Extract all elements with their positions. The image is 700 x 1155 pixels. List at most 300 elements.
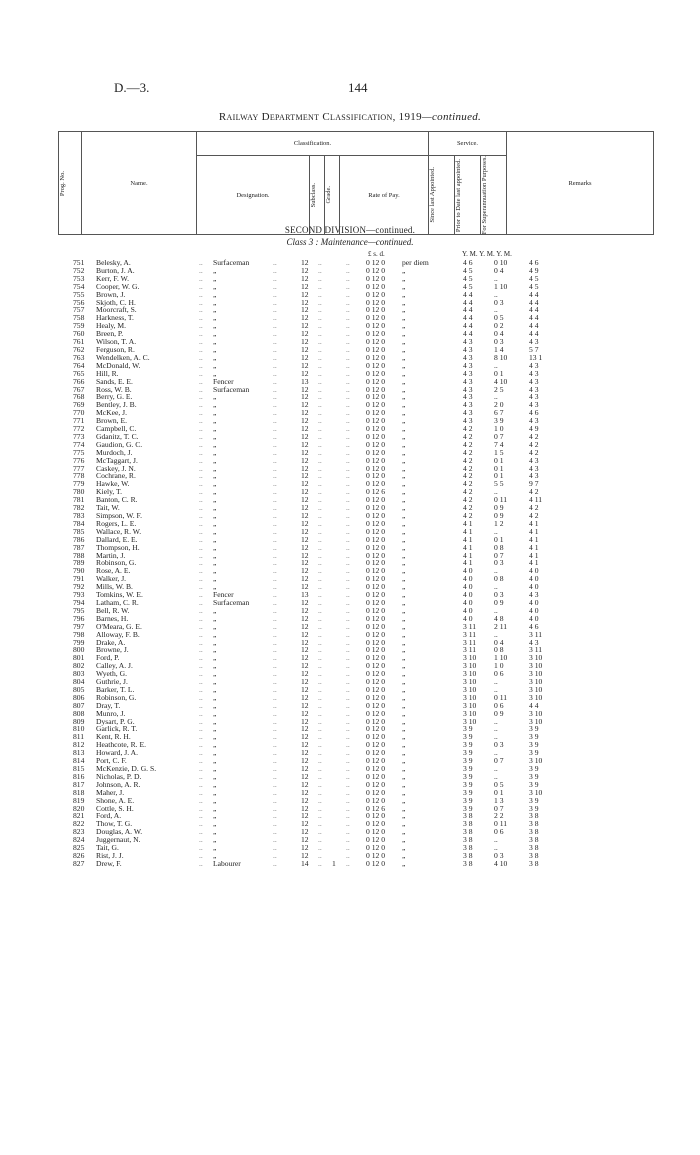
- rate-of-pay: 0 12 0: [366, 684, 385, 694]
- service-superannuation: 4 4: [529, 321, 539, 331]
- leader-dots: ..: [318, 447, 322, 457]
- leader-dots: ..: [318, 408, 322, 418]
- leader-dots: ..: [199, 329, 203, 339]
- prog-no: 797: [73, 621, 85, 631]
- employee-name: Hawke, W.: [96, 479, 130, 489]
- service-since-last: 4 2: [463, 455, 473, 465]
- rate-of-pay: 0 12 0: [366, 779, 385, 789]
- rate-of-pay: 0 12 0: [366, 613, 385, 623]
- rate-of-pay: 0 12 0: [366, 732, 385, 742]
- subclass: 12: [301, 748, 309, 758]
- leader-dots: ..: [346, 297, 350, 307]
- prog-no: 761: [73, 337, 85, 347]
- rate-unit: „: [402, 297, 406, 307]
- rate-unit: „: [402, 835, 406, 845]
- rate-unit: „: [402, 384, 406, 394]
- rate-of-pay: 0 12 0: [366, 265, 385, 275]
- designation: „: [213, 416, 217, 426]
- employee-name: Rist, J. J.: [96, 850, 124, 860]
- leader-dots: ..: [273, 803, 277, 813]
- leader-dots: ..: [199, 376, 203, 386]
- leader-dots: ..: [318, 518, 322, 528]
- rate-unit: „: [402, 344, 406, 354]
- rate-unit: „: [402, 740, 406, 750]
- grade-header: Grade.: [325, 156, 340, 235]
- subclass: 13: [301, 590, 309, 600]
- service-prior: 1 0: [494, 661, 504, 671]
- service-prior: ..: [494, 392, 498, 402]
- leader-dots: ..: [273, 550, 277, 560]
- leader-dots: ..: [199, 724, 203, 734]
- prog-no: 751: [73, 258, 85, 267]
- leader-dots: ..: [199, 337, 203, 347]
- rate-of-pay: 0 12 0: [366, 526, 385, 536]
- employee-name: Kiely, T.: [96, 487, 123, 497]
- employee-name: McKee, J.: [96, 408, 127, 418]
- service-prior: 0 9: [494, 503, 504, 513]
- service-since-last: 4 0: [463, 597, 473, 607]
- rate-of-pay: 0 12 0: [366, 661, 385, 671]
- rate-of-pay: 0 12 0: [366, 503, 385, 513]
- prog-no: 756: [73, 297, 85, 307]
- subclass: 12: [301, 653, 309, 663]
- prog-no: 822: [73, 819, 85, 829]
- service-prior: 1 10: [494, 281, 508, 291]
- employee-name: Bentley, J. B.: [96, 400, 137, 410]
- prog-no: 812: [73, 740, 85, 750]
- service-since-last: 3 9: [463, 787, 473, 797]
- leader-dots: ..: [318, 344, 322, 354]
- rate-of-pay: 0 12 0: [366, 258, 385, 267]
- employee-name: Tait, W.: [96, 503, 120, 513]
- service-since-last: 3 9: [463, 748, 473, 758]
- service-superannuation: 3 8: [529, 843, 539, 853]
- leader-dots: ..: [273, 724, 277, 734]
- leader-dots: ..: [199, 550, 203, 560]
- leader-dots: ..: [273, 597, 277, 607]
- rate-of-pay: 0 12 0: [366, 787, 385, 797]
- designation: „: [213, 368, 217, 378]
- rate-unit: „: [402, 613, 406, 623]
- rate-of-pay: 0 12 0: [366, 748, 385, 758]
- rate-of-pay: 0 12 0: [366, 582, 385, 592]
- subclass: 12: [301, 321, 309, 331]
- leader-dots: ..: [273, 439, 277, 449]
- service-since-last: 4 4: [463, 321, 473, 331]
- service-prior: 0 2: [494, 321, 504, 331]
- service-since-last: 3 10: [463, 700, 477, 710]
- employee-rows: [0, 259, 700, 868]
- leader-dots: ..: [318, 787, 322, 797]
- subclass: 12: [301, 265, 309, 275]
- leader-dots: ..: [346, 392, 350, 402]
- subclass: 12: [301, 795, 309, 805]
- rate-unit: „: [402, 645, 406, 655]
- leader-dots: ..: [346, 827, 350, 837]
- service-since-last: 4 0: [463, 613, 473, 623]
- designation: „: [213, 669, 217, 679]
- prog-no: 820: [73, 803, 85, 813]
- subclass: 12: [301, 661, 309, 671]
- leader-dots: ..: [273, 716, 277, 726]
- leader-dots: ..: [273, 337, 277, 347]
- leader-dots: ..: [199, 511, 203, 520]
- leader-dots: ..: [346, 360, 350, 370]
- service-prior: 0 6: [494, 827, 504, 837]
- leader-dots: ..: [318, 558, 322, 568]
- prog-no: 753: [73, 273, 85, 283]
- designation: „: [213, 400, 217, 410]
- service-superannuation: 4 3: [529, 360, 539, 370]
- rate-of-pay: 0 12 0: [366, 795, 385, 805]
- rate-unit: „: [402, 392, 406, 402]
- leader-dots: ..: [273, 273, 277, 283]
- service-prior: 0 11: [494, 819, 508, 829]
- subclass: 12: [301, 819, 309, 829]
- service-since-last: 4 3: [463, 376, 473, 386]
- employee-name: Heathcote, R. E.: [96, 740, 146, 750]
- leader-dots: ..: [199, 843, 203, 853]
- leader-dots: ..: [318, 392, 322, 402]
- designation: „: [213, 574, 217, 584]
- rate-of-pay: 0 12 0: [366, 677, 385, 687]
- subclass: 12: [301, 258, 309, 267]
- designation: „: [213, 716, 217, 726]
- service-prior: 0 8: [494, 574, 504, 584]
- leader-dots: ..: [199, 858, 203, 868]
- leader-dots: ..: [199, 740, 203, 750]
- leader-dots: ..: [273, 613, 277, 623]
- rate-unit: „: [402, 574, 406, 584]
- rate-unit: „: [402, 495, 406, 505]
- service-prior: 0 9: [494, 597, 504, 607]
- rate-of-pay: 0 12 0: [366, 447, 385, 457]
- prog-no: 772: [73, 424, 85, 434]
- rate-unit: „: [402, 708, 406, 718]
- leader-dots: ..: [199, 455, 203, 465]
- service-prior: 5 5: [494, 479, 504, 489]
- service-prior: 0 1: [494, 471, 504, 481]
- leader-dots: ..: [273, 281, 277, 291]
- service-superannuation: 4 1: [529, 534, 539, 544]
- employee-name: McKenzie, D. G. S.: [96, 764, 157, 773]
- rate-unit: „: [402, 265, 406, 275]
- service-prior: 2 5: [494, 384, 504, 394]
- service-prior: 4 10: [494, 376, 508, 386]
- service-superannuation: 3 9: [529, 732, 539, 742]
- subclass: 12: [301, 605, 309, 615]
- prog-no-header: Prog. No.: [59, 132, 82, 235]
- leader-dots: ..: [346, 550, 350, 560]
- leader-dots: ..: [346, 621, 350, 631]
- designation: „: [213, 344, 217, 354]
- leader-dots: ..: [318, 368, 322, 378]
- designation: „: [213, 408, 217, 418]
- rate-unit: per diem: [402, 258, 429, 267]
- service-superannuation: 13 1: [529, 352, 543, 362]
- leader-dots: ..: [318, 439, 322, 449]
- leader-dots: ..: [318, 692, 322, 702]
- leader-dots: ..: [199, 431, 203, 441]
- employee-name: Banton, C. R.: [96, 495, 138, 505]
- leader-dots: ..: [318, 613, 322, 623]
- leader-dots: ..: [318, 265, 322, 275]
- leader-dots: ..: [318, 605, 322, 615]
- designation: „: [213, 281, 217, 291]
- service-superannuation: 4 9: [529, 424, 539, 434]
- leader-dots: ..: [346, 764, 350, 773]
- designation: Surfaceman: [213, 258, 250, 267]
- service-superannuation: 3 11: [529, 645, 543, 655]
- prog-no: 814: [73, 756, 85, 766]
- subclass: 12: [301, 558, 309, 568]
- leader-dots: ..: [199, 661, 203, 671]
- service-prior: ..: [494, 732, 498, 742]
- leader-dots: ..: [199, 787, 203, 797]
- leader-dots: ..: [318, 376, 322, 386]
- rate-unit: „: [402, 518, 406, 528]
- leader-dots: ..: [346, 756, 350, 766]
- rate-of-pay: 0 12 0: [366, 495, 385, 505]
- leader-dots: ..: [318, 487, 322, 497]
- subclass: 12: [301, 526, 309, 536]
- page-number: 144: [348, 80, 368, 95]
- leader-dots: ..: [346, 534, 350, 544]
- rate-of-pay: 0 12 0: [366, 352, 385, 362]
- employee-name: Wyeth, G.: [96, 669, 127, 679]
- rate-unit: „: [402, 677, 406, 687]
- leader-dots: ..: [273, 684, 277, 694]
- designation: „: [213, 653, 217, 663]
- leader-dots: ..: [199, 613, 203, 623]
- leader-dots: ..: [318, 289, 322, 299]
- leader-dots: ..: [273, 692, 277, 702]
- service-superannuation: 4 6: [529, 621, 539, 631]
- rate-unit: „: [402, 360, 406, 370]
- prog-no: 763: [73, 352, 85, 362]
- leader-dots: ..: [199, 732, 203, 742]
- service-since-last: 4 3: [463, 400, 473, 410]
- rate-unit: „: [402, 526, 406, 536]
- leader-dots: ..: [318, 503, 322, 513]
- employee-name: Skjoth, C. H.: [96, 297, 136, 307]
- service-prior: ..: [494, 605, 498, 615]
- rate-of-pay: 0 12 0: [366, 550, 385, 560]
- rate-of-pay: 0 12 0: [366, 392, 385, 402]
- service-since-last: 4 2: [463, 471, 473, 481]
- rate-of-pay: 0 12 0: [366, 408, 385, 418]
- prog-no: 754: [73, 281, 85, 291]
- service-prior: 0 3: [494, 337, 504, 347]
- rate-of-pay: 0 12 0: [366, 558, 385, 568]
- leader-dots: ..: [346, 558, 350, 568]
- service-prior: 0 1: [494, 368, 504, 378]
- leader-dots: ..: [346, 605, 350, 615]
- service-prior: 0 1: [494, 534, 504, 544]
- designation: „: [213, 313, 217, 323]
- service-since-last: 4 2: [463, 447, 473, 457]
- prog-no: 810: [73, 724, 85, 734]
- designation: „: [213, 732, 217, 742]
- rate-unit: „: [402, 463, 406, 473]
- service-superannuation: 4 5: [529, 281, 539, 291]
- service-prior: ..: [494, 716, 498, 726]
- leader-dots: ..: [273, 518, 277, 528]
- service-superannuation: 3 8: [529, 850, 539, 860]
- remarks-header: Remarks: [507, 132, 654, 235]
- leader-dots: ..: [346, 384, 350, 394]
- service-prior: 0 5: [494, 313, 504, 323]
- prog-no: 806: [73, 692, 85, 702]
- service-prior: 2 11: [494, 621, 508, 631]
- subclass: 12: [301, 843, 309, 853]
- service-since-last: 4 4: [463, 289, 473, 299]
- rate-unit: „: [402, 503, 406, 513]
- leader-dots: ..: [273, 566, 277, 576]
- subclass: 12: [301, 566, 309, 576]
- leader-dots: ..: [199, 344, 203, 354]
- service-prior: 1 10: [494, 653, 508, 663]
- prog-no: 758: [73, 313, 85, 323]
- rate-unit: „: [402, 597, 406, 607]
- leader-dots: ..: [318, 273, 322, 283]
- service-prior: ..: [494, 305, 498, 315]
- designation: „: [213, 337, 217, 347]
- service-since-last: 4 4: [463, 313, 473, 323]
- designation: „: [213, 645, 217, 655]
- leader-dots: ..: [273, 479, 277, 489]
- service-since-last: 4 0: [463, 566, 473, 576]
- leader-dots: ..: [346, 843, 350, 853]
- service-superannuation: 4 6: [529, 408, 539, 418]
- leader-dots: ..: [346, 732, 350, 742]
- leader-dots: ..: [318, 495, 322, 505]
- rate-unit: „: [402, 692, 406, 702]
- prog-no: 818: [73, 787, 85, 797]
- subclass: 12: [301, 344, 309, 354]
- prog-no: 774: [73, 439, 85, 449]
- service-prior: 0 1: [494, 787, 504, 797]
- service-since-last: 4 2: [463, 431, 473, 441]
- leader-dots: ..: [346, 716, 350, 726]
- subclass: 12: [301, 408, 309, 418]
- service-prior: 0 8: [494, 542, 504, 552]
- leader-dots: ..: [273, 447, 277, 457]
- employee-name: Brown, E.: [96, 416, 128, 426]
- employee-name: Barker, T. L.: [96, 684, 135, 694]
- leader-dots: ..: [346, 447, 350, 457]
- leader-dots: ..: [273, 764, 277, 773]
- leader-dots: ..: [199, 629, 203, 639]
- rate-unit: „: [402, 684, 406, 694]
- leader-dots: ..: [318, 352, 322, 362]
- rate-unit: „: [402, 716, 406, 726]
- leader-dots: ..: [318, 795, 322, 805]
- subclass: 12: [301, 384, 309, 394]
- service-prior: 0 4: [494, 265, 504, 275]
- designation: „: [213, 289, 217, 299]
- leader-dots: ..: [199, 503, 203, 513]
- designation: Fencer: [213, 590, 234, 600]
- prog-no: 804: [73, 677, 85, 687]
- leader-dots: ..: [273, 827, 277, 837]
- service-prior: 8 10: [494, 352, 508, 362]
- rate-of-pay: 0 12 0: [366, 329, 385, 339]
- employee-name: Kerr, F. W.: [96, 273, 130, 283]
- employee-name: Wallace, R. W.: [96, 526, 142, 536]
- prog-no: 809: [73, 716, 85, 726]
- designation: „: [213, 637, 217, 647]
- service-superannuation: 3 10: [529, 708, 543, 718]
- rate-unit: „: [402, 590, 406, 600]
- subclass: 12: [301, 613, 309, 623]
- prog-no: 811: [73, 732, 85, 742]
- leader-dots: ..: [273, 661, 277, 671]
- leader-dots: ..: [346, 724, 350, 734]
- rate-unit: „: [402, 305, 406, 315]
- subclass: 12: [301, 281, 309, 291]
- subclass: 12: [301, 337, 309, 347]
- subclass: 12: [301, 439, 309, 449]
- designation: „: [213, 835, 217, 845]
- leader-dots: ..: [346, 661, 350, 671]
- prog-no: 821: [73, 811, 85, 821]
- subclass: 12: [301, 305, 309, 315]
- leader-dots: ..: [199, 281, 203, 291]
- prog-no: 781: [73, 495, 85, 505]
- rate-of-pay: 0 12 0: [366, 455, 385, 465]
- leader-dots: ..: [318, 281, 322, 291]
- subclass: 12: [301, 779, 309, 789]
- designation: „: [213, 787, 217, 797]
- subclass: 12: [301, 835, 309, 845]
- service-superannuation: 3 8: [529, 827, 539, 837]
- leader-dots: ..: [346, 424, 350, 434]
- rate-unit: „: [402, 827, 406, 837]
- leader-dots: ..: [199, 605, 203, 615]
- designation-header: Designation.: [197, 156, 310, 235]
- leader-dots: ..: [199, 297, 203, 307]
- leader-dots: ..: [346, 850, 350, 860]
- leader-dots: ..: [318, 843, 322, 853]
- service-superannuation: 4 3: [529, 376, 539, 386]
- employee-name: Campbell, C.: [96, 424, 137, 434]
- subclass: 12: [301, 724, 309, 734]
- employee-name: Thow, T. G.: [96, 819, 133, 829]
- designation: „: [213, 518, 217, 528]
- service-superannuation: 4 3: [529, 637, 539, 647]
- subclass: 12: [301, 732, 309, 742]
- prog-no: 798: [73, 629, 85, 639]
- rate-of-pay: 0 12 0: [366, 360, 385, 370]
- service-since-last: 3 8: [463, 835, 473, 845]
- service-superannuation: 3 10: [529, 653, 543, 663]
- service-superannuation: 3 8: [529, 811, 539, 821]
- prog-no: 778: [73, 471, 85, 481]
- employee-name: Caskey, J. N.: [96, 463, 136, 473]
- leader-dots: ..: [318, 550, 322, 560]
- employee-name: Howard, J. A.: [96, 748, 138, 758]
- leader-dots: ..: [318, 803, 322, 813]
- employee-name: Munro, J.: [96, 708, 126, 718]
- service-superannuation: 4 0: [529, 597, 539, 607]
- leader-dots: ..: [199, 684, 203, 694]
- employee-name: Belesky, A.: [96, 258, 131, 267]
- service-superannuation: 4 1: [529, 542, 539, 552]
- employee-name: Port, C. F.: [96, 756, 127, 766]
- service-prior: 0 9: [494, 511, 504, 520]
- leader-dots: ..: [273, 653, 277, 663]
